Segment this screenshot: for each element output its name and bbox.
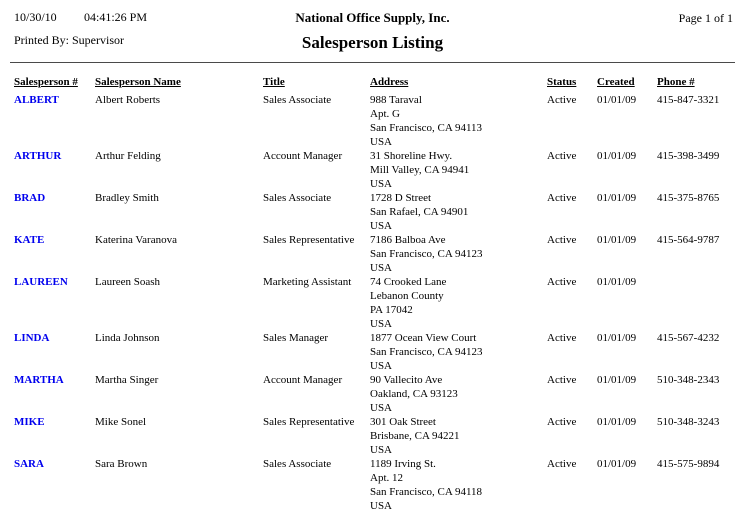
printed-by: Printed By: Supervisor <box>14 33 124 47</box>
salesperson-status: Active <box>547 234 577 246</box>
address-line: USA <box>370 262 393 274</box>
salesperson-created: 01/01/09 <box>597 150 637 162</box>
salesperson-status: Active <box>547 332 577 344</box>
salesperson-status: Active <box>547 458 577 470</box>
salesperson-phone: 415-398-3499 <box>657 150 720 162</box>
address-line: San Francisco, CA 94118 <box>370 486 483 498</box>
salesperson-address <box>370 331 547 373</box>
salesperson-code[interactable]: KATE <box>14 234 45 246</box>
salesperson-status: Active <box>547 416 577 428</box>
print-date: 10/30/10 <box>14 10 57 24</box>
address-line: San Francisco, CA 94113 <box>370 122 483 134</box>
salesperson-table <box>14 75 745 513</box>
salesperson-address <box>370 233 547 275</box>
salesperson-name: Katerina Varanova <box>95 234 177 246</box>
salesperson-created: 01/01/09 <box>597 276 637 288</box>
salesperson-title: Account Manager <box>263 150 343 162</box>
page-number: Page 1 of 1 <box>678 11 733 25</box>
table-row <box>14 191 745 233</box>
col-salesperson-code-label: Salesperson # <box>14 76 78 88</box>
salesperson-name: Linda Johnson <box>95 332 160 344</box>
address-line: 7186 Balboa Ave <box>370 234 446 246</box>
salesperson-name: Albert Roberts <box>95 94 161 106</box>
col-status-label: Status <box>547 76 577 88</box>
address-line: 31 Shoreline Hwy. <box>370 150 453 162</box>
address-line: PA 17042 <box>370 304 413 316</box>
address-line: Lebanon County <box>370 290 444 302</box>
salesperson-name: Sara Brown <box>95 458 148 470</box>
salesperson-code[interactable]: ARTHUR <box>14 150 62 162</box>
salesperson-address <box>370 373 547 415</box>
salesperson-title: Sales Representative <box>263 234 355 246</box>
address-line: Apt. G <box>370 108 400 120</box>
address-line: Apt. 12 <box>370 472 403 484</box>
salesperson-phone: 415-564-9787 <box>657 234 720 246</box>
salesperson-address <box>370 457 547 513</box>
address-line: USA <box>370 318 393 330</box>
salesperson-title: Sales Associate <box>263 458 332 470</box>
salesperson-address <box>370 93 547 149</box>
table-row <box>14 149 745 191</box>
salesperson-title: Sales Associate <box>263 192 332 204</box>
salesperson-phone: 415-375-8765 <box>657 192 720 204</box>
salesperson-created: 01/01/09 <box>597 416 637 428</box>
header-divider <box>10 62 735 63</box>
address-line: USA <box>370 178 393 190</box>
address-line: USA <box>370 402 393 414</box>
salesperson-address <box>370 191 547 233</box>
col-salesperson-code <box>14 75 95 89</box>
address-line: San Francisco, CA 94123 <box>370 346 483 358</box>
table-row <box>14 275 745 331</box>
address-line: 1189 Irving St. <box>370 458 436 470</box>
salesperson-phone: 415-575-9894 <box>657 458 720 470</box>
address-line: Brisbane, CA 94221 <box>370 430 460 442</box>
address-line: 1877 Ocean View Court <box>370 332 477 344</box>
table-header-row <box>14 75 745 89</box>
salesperson-created: 01/01/09 <box>597 458 637 470</box>
address-line: 74 Crooked Lane <box>370 276 447 288</box>
salesperson-code[interactable]: BRAD <box>14 192 46 204</box>
salesperson-status: Active <box>547 150 577 162</box>
report-header-center <box>0 10 745 53</box>
address-line: Oakland, CA 93123 <box>370 388 458 400</box>
col-address-label: Address <box>370 76 409 88</box>
salesperson-status: Active <box>547 374 577 386</box>
col-salesperson-name-label: Salesperson Name <box>95 76 181 88</box>
col-created-label: Created <box>597 76 635 88</box>
salesperson-code[interactable]: LAUREEN <box>14 276 68 288</box>
salesperson-title: Sales Manager <box>263 332 329 344</box>
company-name: National Office Supply, Inc. <box>295 10 450 25</box>
salesperson-created: 01/01/09 <box>597 94 637 106</box>
salesperson-title: Sales Representative <box>263 416 355 428</box>
col-address <box>370 75 547 89</box>
salesperson-address <box>370 275 547 331</box>
col-phone <box>657 75 745 89</box>
salesperson-phone: 510-348-3243 <box>657 416 720 428</box>
salesperson-code[interactable]: ALBERT <box>14 94 59 106</box>
salesperson-address <box>370 415 547 457</box>
salesperson-name: Martha Singer <box>95 374 159 386</box>
salesperson-code[interactable]: MIKE <box>14 416 45 428</box>
salesperson-phone <box>657 275 745 331</box>
address-line: USA <box>370 500 393 512</box>
table-body <box>14 93 745 513</box>
salesperson-name: Laureen Soash <box>95 276 161 288</box>
col-status <box>547 75 597 89</box>
table-row <box>14 233 745 275</box>
address-line: USA <box>370 360 393 372</box>
col-salesperson-name <box>95 75 263 89</box>
salesperson-code[interactable]: MARTHA <box>14 374 64 386</box>
address-line: 988 Taraval <box>370 94 422 106</box>
salesperson-phone: 510-348-2343 <box>657 374 720 386</box>
salesperson-address <box>370 149 547 191</box>
address-line: San Rafael, CA 94901 <box>370 206 469 218</box>
salesperson-status: Active <box>547 192 577 204</box>
address-line: 90 Vallecito Ave <box>370 374 443 386</box>
table-row <box>14 373 745 415</box>
salesperson-code[interactable]: SARA <box>14 458 44 470</box>
salesperson-status: Active <box>547 94 577 106</box>
salesperson-name: Arthur Felding <box>95 150 161 162</box>
salesperson-name: Bradley Smith <box>95 192 159 204</box>
salesperson-phone: 415-847-3321 <box>657 94 720 106</box>
salesperson-created: 01/01/09 <box>597 192 637 204</box>
salesperson-status: Active <box>547 276 577 288</box>
print-time: 04:41:26 PM <box>84 10 148 24</box>
salesperson-code[interactable]: LINDA <box>14 332 50 344</box>
col-created <box>597 75 657 89</box>
address-line: USA <box>370 136 393 148</box>
address-line: 1728 D Street <box>370 192 432 204</box>
salesperson-created: 01/01/09 <box>597 332 637 344</box>
salesperson-title: Marketing Assistant <box>263 276 352 288</box>
salesperson-title: Account Manager <box>263 374 343 386</box>
table-row <box>14 93 745 149</box>
col-title-label: Title <box>263 76 285 88</box>
salesperson-created: 01/01/09 <box>597 374 637 386</box>
address-line: Mill Valley, CA 94941 <box>370 164 470 176</box>
table-row <box>14 331 745 373</box>
table-row <box>14 415 745 457</box>
address-line: USA <box>370 444 393 456</box>
col-phone-label: Phone # <box>657 76 695 88</box>
address-line: San Francisco, CA 94123 <box>370 248 483 260</box>
address-line: 301 Oak Street <box>370 416 436 428</box>
salesperson-created: 01/01/09 <box>597 234 637 246</box>
address-line: USA <box>370 220 393 232</box>
salesperson-title: Sales Associate <box>263 94 332 106</box>
col-title <box>263 75 370 89</box>
salesperson-phone: 415-567-4232 <box>657 332 720 344</box>
salesperson-name: Mike Sonel <box>95 416 147 428</box>
report-title: Salesperson Listing <box>301 33 444 52</box>
table-row <box>14 457 745 513</box>
